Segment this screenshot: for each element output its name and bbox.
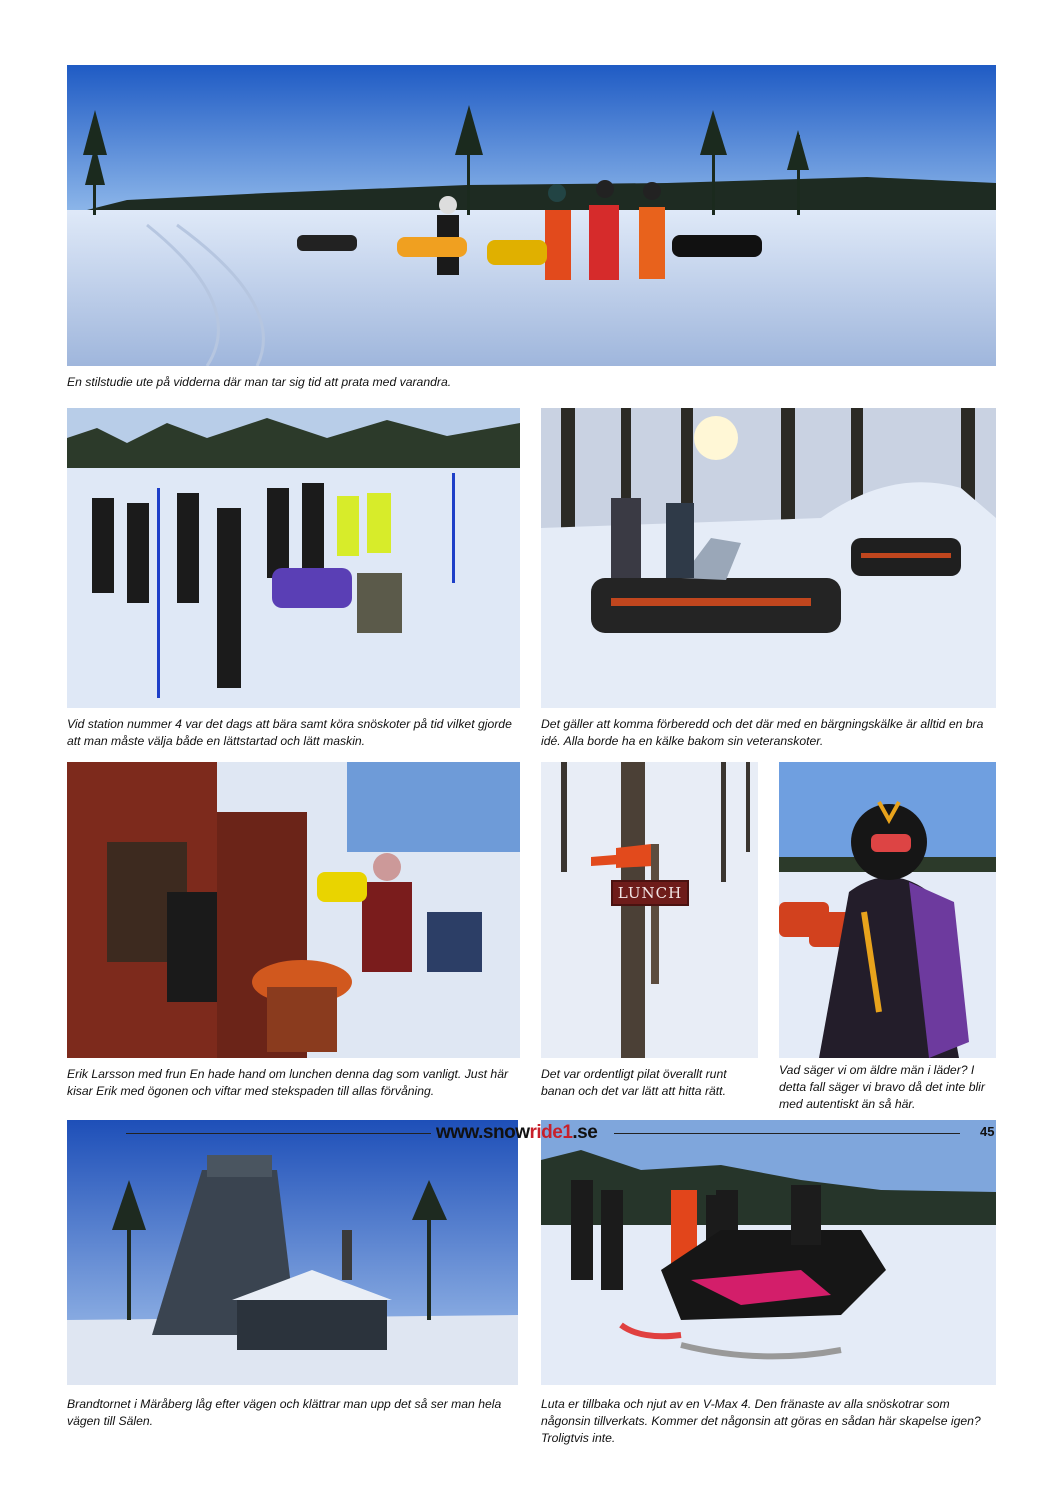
lunch-sign-board: [611, 880, 689, 906]
photo-vmax4: [541, 1120, 996, 1385]
photo-panorama: [67, 65, 996, 366]
caption-lunch-sign: Det var ordentligt pilat överallt runt banan och det var lätt att hitta rätt.: [541, 1067, 727, 1098]
photo-rescue-sled: [541, 408, 996, 708]
caption-panorama: En stilstudie ute på vidderna där man tar sig tid att prata med varandra.: [67, 375, 452, 389]
page-number: 45: [980, 1124, 995, 1139]
footer-url-suffix: .se: [572, 1122, 598, 1143]
footer-url-prefix: www.snow: [436, 1122, 530, 1143]
photo-leather-rider: [779, 762, 996, 1058]
photo-lunch-cook: [67, 762, 520, 1058]
photo-lunch-sign: [541, 762, 758, 1058]
photo-fire-tower: [67, 1120, 518, 1385]
footer-rule-right: [614, 1133, 960, 1134]
caption-vmax4: Luta er tillbaka och njut av en V-Max 4. Den fränaste av alla snöskotrar som någonsin tillverkats. Kommer det någonsin att göras en sådan här skapelse igen? Troligtvis inte.: [541, 1397, 981, 1445]
footer-url-accent: ride1: [529, 1122, 573, 1143]
caption-leather-rider: Vad säger vi om äldre män i läder? I detta fall säger vi bravo då det inte blir med autentiskt än så här.: [779, 1063, 985, 1111]
footer-rule-left: [126, 1133, 431, 1134]
lunch-sign-text: LUNCH: [617, 884, 683, 902]
caption-rescue-sled: Det gäller att komma förberedd och det där med en bärgningskälke är alltid en bra idé. Alla borde ha en kälke bakom sin veteranskoter.: [541, 717, 984, 748]
caption-lunch-cook: Erik Larsson med frun En hade hand om lunchen denna dag som vanligt. Just här kisar Erik med ögonen och viftar med stekspaden till allas förvåning.: [67, 1067, 509, 1098]
footer-url[interactable]: [436, 1122, 597, 1144]
caption-station-4: Vid station nummer 4 var det dags att bära samt köra snöskoter på tid vilket gjorde att man måste välja både en lättstartad och lätt maskin.: [67, 717, 512, 748]
photo-station-4: [67, 408, 520, 708]
caption-fire-tower: Brandtornet i Märåberg låg efter vägen och klättrar man upp det så ser man hela vägen till Sälen.: [67, 1397, 502, 1428]
